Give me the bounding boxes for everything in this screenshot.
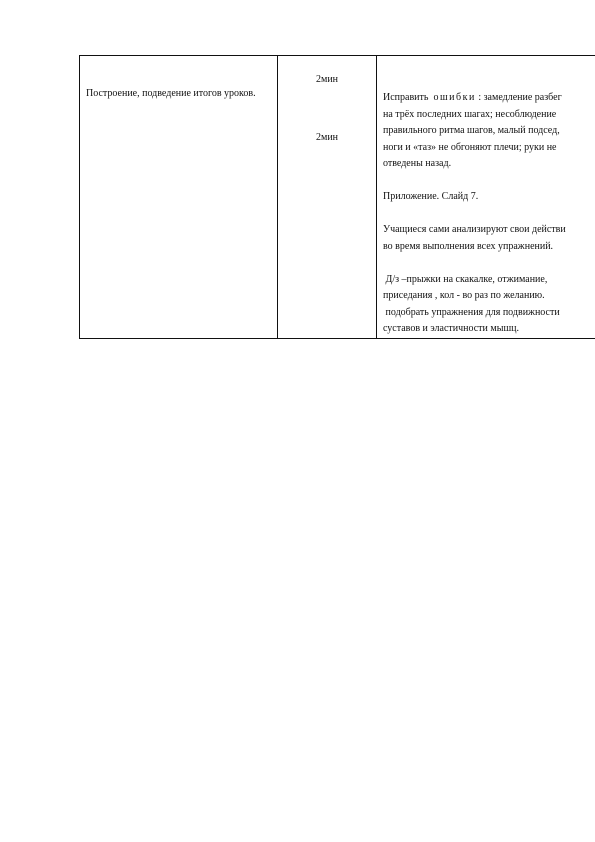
analysis-line-1: Учащиеся сами анализируют свои действи [383, 224, 566, 235]
homework-line-2: приседания , кол - во раз по желанию. [383, 290, 545, 301]
teacher-notes [377, 56, 595, 338]
table-row [80, 56, 595, 339]
spacer [383, 255, 595, 272]
appendix-line: Приложение. Слайд 7. [383, 191, 479, 202]
fix-errors-line-3: правильного ритма шагов, малый подсед, [383, 125, 560, 136]
fix-errors-text: : замедление разбег [478, 92, 562, 103]
homework-line-1: Д/з –прыжки на скакалке, отжимание, [383, 273, 548, 285]
spacer [383, 173, 595, 190]
fix-errors-word: ошибки [433, 92, 476, 103]
stage-cell [80, 56, 278, 339]
fix-errors-line [383, 90, 595, 107]
spacer [383, 206, 595, 223]
homework-line-4: суставов и эластичности мышц. [383, 323, 519, 334]
time-value-1: 2мин [315, 74, 339, 85]
lesson-plan-table [79, 55, 595, 339]
fix-errors-line-4: ноги и «таз» не обгоняют плечи; руки не [383, 141, 557, 153]
fix-errors-line-2: на трёх последних шагах; несоблюдение [383, 108, 557, 120]
fix-errors-label: Исправить [383, 92, 429, 103]
homework-line-3: подобрать упражнения для подвижности [383, 306, 560, 318]
fix-errors-line-5: отведены назад. [383, 158, 452, 169]
stage-description: Построение, подведение итогов уроков. [86, 88, 256, 99]
time-value-2: 2мин [315, 131, 339, 143]
analysis-line-2: во время выполнения всех упражнений. [383, 240, 554, 252]
notes-cell [377, 56, 595, 339]
time-cell [278, 56, 377, 339]
